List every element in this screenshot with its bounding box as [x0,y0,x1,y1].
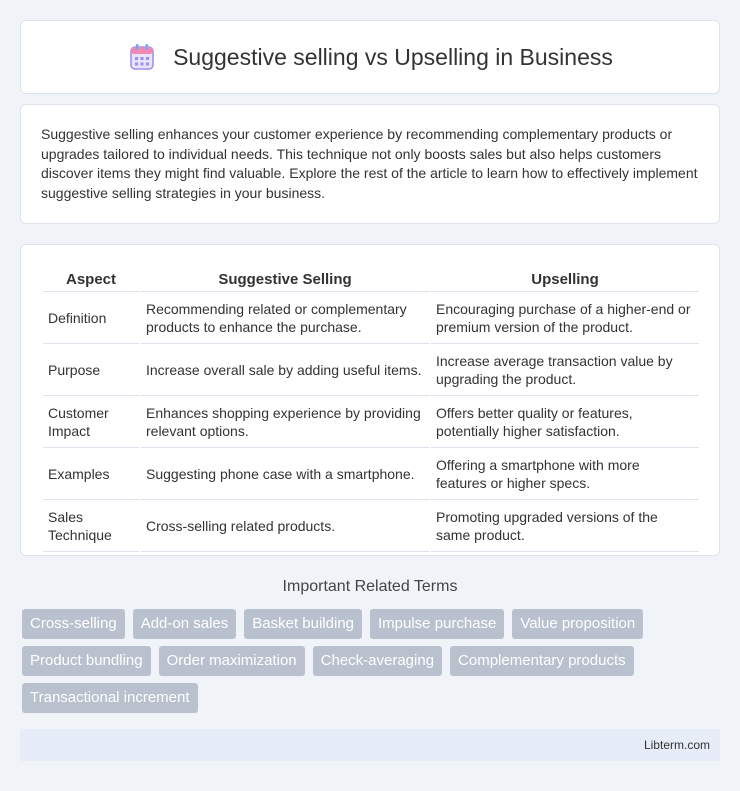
footer-site-link[interactable]: Libterm.com [643,738,710,752]
intro-text: Suggestive selling enhances your customer experience by recommending complementary products or upgrades tailored to individual needs. This technique not only boosts sales but also helps customers discover items they might find valuable. Explore the rest of the article to learn how to effectively implement suggestive selling strategies in your business. [41,126,698,201]
title-card [20,20,720,94]
table-header-row [43,267,699,292]
intro-card [20,104,720,224]
footer [20,729,720,761]
table-row [43,346,699,396]
cell-suggestive: Suggesting phone case with a smartphone. [141,450,429,500]
table-row [43,294,699,344]
tag-transactional-increment[interactable]: Transactional increment [22,683,198,713]
tag-order-maximization[interactable]: Order maximization [159,646,305,676]
cell-upselling: Offers better quality or features, potentially higher satisfaction. [431,398,699,448]
tag-impulse-purchase[interactable]: Impulse purchase [370,609,504,639]
comparison-table [41,265,701,554]
cell-upselling: Increase average transaction value by upgrading the product. [431,346,699,396]
calendar-icon [127,42,157,72]
tag-basket-building[interactable]: Basket building [244,609,362,639]
cell-upselling: Offering a smartphone with more features or higher specs. [431,450,699,500]
comparison-card [20,244,720,556]
tag-complementary-products[interactable]: Complementary products [450,646,634,676]
page-title: Suggestive selling vs Upselling in Business [173,43,613,70]
cell-upselling: Promoting upgraded versions of the same product. [431,502,699,552]
table-row [43,502,699,552]
title-wrap [127,42,613,72]
header-aspect: Aspect [43,267,139,292]
header-upselling: Upselling [431,267,699,292]
tag-value-proposition[interactable]: Value proposition [512,609,643,639]
cell-suggestive: Cross-selling related products. [141,502,429,552]
cell-aspect: Examples [43,450,139,500]
tag-add-on-sales[interactable]: Add-on sales [133,609,237,639]
cell-suggestive: Recommending related or complementary products to enhance the purchase. [141,294,429,344]
cell-aspect: Customer Impact [43,398,139,448]
cell-suggestive: Increase overall sale by adding useful items. [141,346,429,396]
tag-cross-selling[interactable]: Cross-selling [22,609,125,639]
related-terms-title: Important Related Terms [282,578,458,595]
header-suggestive-selling: Suggestive Selling [141,267,429,292]
cell-aspect: Definition [43,294,139,344]
cell-upselling: Encouraging purchase of a higher-end or premium version of the product. [431,294,699,344]
cell-aspect: Sales Technique [43,502,139,552]
related-terms-list [22,609,712,713]
table-row [43,398,699,448]
tag-product-bundling[interactable]: Product bundling [22,646,151,676]
cell-suggestive: Enhances shopping experience by providing relevant options. [141,398,429,448]
table-row [43,450,699,500]
tag-check-averaging[interactable]: Check-averaging [313,646,442,676]
cell-aspect: Purpose [43,346,139,396]
